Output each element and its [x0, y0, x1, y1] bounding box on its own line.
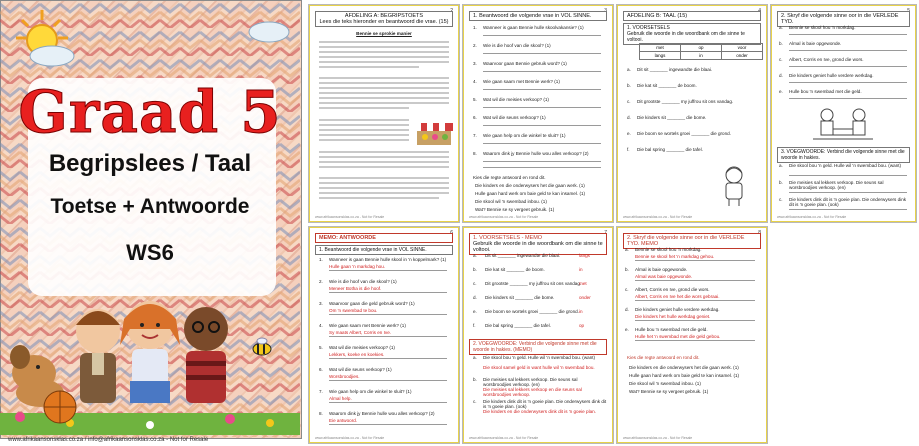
question-number: b.	[473, 267, 477, 272]
subsection-header: 1. VOORSETSELS Gebruik die woorde in die woordbank om die sinne te voltooi.	[623, 23, 761, 45]
question-number: e.	[473, 309, 477, 314]
question-number: a.	[473, 253, 477, 258]
word-bank-word: onder	[722, 52, 763, 60]
question-text: Die kat sit _______ de boom.	[485, 267, 545, 272]
question-number: e.	[779, 89, 783, 94]
extra-item: Die skool wil 'n swembad inbou. (1)	[475, 199, 547, 204]
question-text: Wat wil die seuns verkoop? (1)	[483, 115, 546, 120]
question-number: 8.	[473, 151, 477, 156]
question-text: Die bal spring _______ die tafel.	[485, 323, 551, 328]
question-number: 6.	[319, 367, 323, 372]
answer-line	[635, 260, 755, 261]
memo-answer: Die meisies sal lekkers verkoop en die seuns sal worsbroodjies verkoop.	[483, 387, 582, 397]
question-text: Die kinders sit _______ die bome.	[637, 115, 707, 120]
question-text: Hulle bou 'n swembad met die geld.	[789, 89, 862, 94]
answer-line	[329, 424, 447, 425]
question-number: 3.	[319, 301, 323, 306]
sun-icon	[8, 8, 78, 70]
question-number: f.	[627, 147, 630, 152]
page-footer: www.afrikaansonsklas.co.za - Not for Resale	[315, 436, 385, 440]
page-number: 7	[604, 230, 607, 236]
page-number: 2	[450, 8, 453, 14]
question-text: Die kinders dink dit is 'n goeie plan. Die onderwysers dink dit is 'n goeie plan. (ook)	[483, 399, 607, 409]
memo-answer: in	[579, 309, 583, 314]
question-text: Die bal spring _______ die tafel.	[637, 147, 703, 152]
extra-item: Hulle gaan hard werk om baie geld te kan insamel. (1)	[629, 373, 740, 378]
answer-line	[483, 89, 601, 90]
question-number: b.	[779, 41, 783, 46]
memo-answer: Hulle gaan 'n markdag hou.	[329, 264, 386, 269]
memo-answer: Sy maats Albert, Corris en Ive.	[329, 330, 392, 335]
question-number: 4.	[319, 323, 323, 328]
question-text: Wat wil die meisies verkoop? (1)	[329, 345, 395, 350]
question-text: Waarvoor gaan die geld gebruik word? (1)	[329, 301, 415, 306]
memo-answer: met	[579, 281, 587, 286]
answer-line	[329, 336, 447, 337]
question-text: Wie gaan help om die winkel te sluit? (1)	[329, 389, 412, 394]
memo-answer: Die skool samel geld in want hulle wil 'n swembad bou.	[483, 365, 595, 370]
cover-grade-title: Graad 5	[18, 78, 282, 146]
memo-answer: Om 'n swembad te bou.	[329, 308, 378, 313]
question-number: 1.	[473, 25, 477, 30]
question-number: a.	[627, 67, 631, 72]
answer-line	[483, 143, 601, 144]
section-header: 1. Beantwoord die volgende vrae in VOL SINNE.	[469, 11, 607, 21]
page-footer: www.afrikaansonsklas.co.za - Not for Resale	[623, 436, 693, 440]
page-number: 5	[907, 8, 910, 14]
answer-line	[635, 280, 755, 281]
question-text: Wanneer is gaan Bennie hulle skoolvakansie? (1)	[483, 25, 584, 30]
answer-line	[329, 292, 447, 293]
question-number: d.	[779, 73, 783, 78]
page-number: 8	[758, 230, 761, 236]
question-text: Die skool bou 'n geld. Hulle wil 'n swembad bou. (want)	[483, 355, 596, 360]
answer-line	[483, 167, 601, 168]
memo-header: 1. VOORSETSELS - MEMO Gebruik die woorde in die woordbank om die sinne te voltooi.	[469, 233, 607, 255]
question-text: Almal is baie opgewonde.	[635, 267, 688, 272]
memo-answer: Lekkers, koeke en koekies.	[329, 352, 385, 357]
section-header: 2. Skryf die volgende sinne oor in die VERLEDE TYD.	[777, 11, 910, 27]
question-number: 8.	[319, 411, 323, 416]
answer-line	[789, 66, 907, 67]
question-number: a.	[779, 25, 783, 30]
question-number: b.	[625, 267, 629, 272]
cover-subtitle: Begripslees / Taal	[48, 150, 252, 177]
answer-line	[635, 300, 755, 301]
memo-answer: Hulle het 'n swembad met die geld gebou.	[635, 334, 721, 339]
question-text: Die boom se wortels groei _______ die grond.	[637, 131, 731, 136]
memo-answer: Almal help.	[329, 396, 352, 401]
question-text: Die kinders geniet hulle verdere werkdag.	[635, 307, 720, 312]
question-text: Wie is die hoof van die skool? (1)	[329, 279, 397, 284]
question-number: f.	[473, 323, 476, 328]
question-text: Waarom dink jy Bennie hulle wou alles verkoop? (2)	[483, 151, 589, 156]
word-bank-word: voor	[722, 44, 763, 52]
girl-illustration	[717, 165, 751, 207]
question-number: d.	[473, 295, 477, 300]
question-text: Waarvoor gaan Bennie gebruik word? (1)	[483, 61, 567, 66]
memo-answer: op	[579, 323, 585, 328]
question-text: Almal is baie opgewonde.	[789, 41, 842, 46]
question-text: Wie gaan help om die winkel te sluit? (1)	[483, 133, 566, 138]
section-header: AFDELING A: BEGRIPSTOETS Lees die teks hieronder en beantwoord die vrae. (15)	[315, 11, 453, 27]
question-text: Albert, Corris en Ive, grond die wors.	[789, 57, 864, 62]
page-footer: www.afrikaansonsklas.co.za - Not for Resale	[623, 215, 693, 219]
page-number: 4	[758, 8, 761, 14]
cover-code: WS6	[126, 240, 174, 265]
memo-answer: Worsbroodjies.	[329, 374, 360, 379]
question-number: 2.	[319, 279, 323, 284]
memo-answer: Almal was baie opgewonde.	[635, 274, 693, 279]
memo-answer: langs	[579, 253, 590, 258]
page-number: 6	[450, 230, 453, 236]
question-number: b.	[779, 180, 783, 185]
question-text: Waarom dink jy Bennie hulle wou alles verkoop? (2)	[329, 411, 435, 416]
cover-credit: www.afrikaansonsklas.co.za / info@afrikaansonsklas.co.za - Not for Resale	[8, 437, 209, 443]
question-text: Bennie se skool hou 'n morkdag.	[635, 247, 702, 252]
page-footer: www.afrikaansonsklas.co.za - Not for Resale	[315, 215, 385, 219]
page-footer: www.afrikaansonsklas.co.za - Not for Resale	[777, 215, 847, 219]
question-number: a.	[625, 247, 629, 252]
question-text: Die meisies sal lekkers verkoop. Die seuns sal worsbroodjies verkoop. (en)	[789, 180, 884, 190]
answer-line	[483, 161, 601, 162]
question-text: Die kinders dink dit is 'n goeie plan. Die onderwysers dink dit is 'n goeie plan. (ook)	[789, 197, 907, 207]
question-number: a.	[779, 163, 783, 168]
extra-header: Kies die regte antwoord en rond dit.	[627, 355, 700, 360]
question-text: Die kinders sit _______ die bome.	[485, 295, 555, 300]
memo-answer: Die kinders het hulle werkdag geniet.	[635, 314, 711, 319]
page-6-memo	[308, 226, 460, 444]
question-text: Wat wil die seuns verkoop? (1)	[329, 367, 392, 372]
answer-line	[329, 270, 447, 271]
answer-line	[789, 192, 907, 193]
question-number: 1.	[319, 257, 323, 262]
question-text: Bennie se skool hou 'n morkdag.	[789, 25, 856, 30]
subsection-header: 1. Beantwoord die volgende vrae in VOL SINNE.	[315, 245, 453, 255]
answer-line	[789, 34, 907, 35]
page-number: 3	[604, 8, 607, 14]
question-number: c.	[625, 287, 629, 292]
question-number: e.	[627, 131, 631, 136]
extra-item: Die kinders en die onderwysers het die gaan werk. (1)	[629, 365, 739, 370]
question-text: Wanneer is gaan Bennie hulle skool in 'n koppelmark? (1)	[329, 257, 447, 262]
answer-line	[483, 107, 601, 108]
word-bank-row	[640, 52, 763, 60]
question-text: Die boom se wortels groei _______ die grond.	[485, 309, 579, 314]
question-number: 7.	[473, 133, 477, 138]
question-number: 7.	[319, 389, 323, 394]
word-bank-row	[640, 44, 763, 52]
question-number: 2.	[473, 43, 477, 48]
extra-item: Die skool wil 'n swembad inbou. (1)	[629, 381, 701, 386]
answer-line	[789, 50, 907, 51]
subsection-header: 3. VOEGWOORDE: Verbind die volgende sinne met die woorde in hakies.	[777, 147, 910, 163]
memo-answer: Albert, Corris en Ive het die wors gebraai.	[635, 294, 720, 299]
answer-line	[483, 53, 601, 54]
question-text: Dit grootste _______ my juffrou sit ons vandag.	[637, 99, 734, 104]
answer-line	[483, 35, 601, 36]
answer-line	[329, 380, 447, 381]
question-text: Albert, Corris en Ive, grond die wors.	[635, 287, 710, 292]
extra-item: Wat? Bennie se sy vergeet gebruik. (1)	[475, 207, 555, 212]
question-number: 5.	[473, 97, 477, 102]
question-text: Wie gaan saam met Bennie werk? (1)	[329, 323, 406, 328]
memo-header: 2. Skryf die volgende sinne oor in die VERLEDE TYD. MEMO	[623, 233, 761, 249]
answer-line	[635, 320, 755, 321]
word-bank-word: op	[681, 44, 722, 52]
page-2-reading-text	[308, 4, 460, 223]
question-number: 5.	[319, 345, 323, 350]
section-header: AFDELING B: TAAL (15)	[623, 11, 761, 21]
kids-illustration	[0, 285, 300, 435]
question-number: c.	[779, 57, 783, 62]
question-number: c.	[473, 399, 477, 404]
question-text: Die kat sit _______ de boom.	[637, 83, 697, 88]
question-number: 6.	[473, 115, 477, 120]
market-stall-illustration	[413, 113, 455, 149]
page-footer: www.afrikaansonsklas.co.za - Not for Resale	[469, 436, 539, 440]
question-text: Wie gaan saam met Bennie werk? (1)	[483, 79, 560, 84]
kids-illustration	[813, 107, 873, 143]
question-text: Wat wil die meisies verkoop? (1)	[483, 97, 549, 102]
question-number: c.	[627, 99, 631, 104]
question-text: Dit sit _______ ingewandte die blaai.	[485, 253, 561, 258]
question-number: a.	[473, 355, 477, 360]
answer-line	[483, 71, 601, 72]
memo-answer: Bennie se skool het 'n markdag gehou.	[635, 254, 715, 259]
question-text: Die meisies sal lekkers verkoop. Die seuns sal worsbroodjies verkoop. (en)	[483, 377, 578, 387]
extra-item: Wat? Bennie se sy vergeet gebruik. (1)	[629, 389, 709, 394]
answer-line	[789, 175, 907, 176]
answer-line	[789, 82, 907, 83]
answer-line	[483, 125, 601, 126]
question-number: b.	[627, 83, 631, 88]
memo-header: MEMO: ANTWOORDE	[315, 233, 453, 243]
word-bank-table	[639, 43, 763, 60]
extra-header: Kies die regte antwoord en rond dit.	[473, 175, 546, 180]
answer-line	[789, 209, 907, 210]
page-footer: www.afrikaansonsklas.co.za - Not for Resale	[469, 215, 539, 219]
story-title: Bennie se sprokie manier	[356, 31, 412, 36]
question-text: Die skool bou 'n geld. Hulle wil 'n swembad bou. (want)	[789, 163, 902, 168]
question-number: e.	[625, 327, 629, 332]
memo-answer: onder	[579, 295, 591, 300]
memo-answer: Eie antwoord.	[329, 418, 358, 423]
question-text: Dit sit _______ ingewandte die blaai.	[637, 67, 713, 72]
cloud-icon	[245, 16, 293, 44]
extra-item: Die kinders en die onderwysers het die gaan werk. (1)	[475, 183, 585, 188]
memo-answer: Die kinders en die onderwysers dink dit is 'n goeie plan.	[483, 409, 596, 414]
page-4-language	[616, 4, 768, 223]
subsection-header: 2. VOEGWOORDE: Verbind die volgende sinne met die woorde in hakies. (MEMO)	[469, 339, 607, 355]
page-8-memo	[616, 226, 768, 444]
question-text: Wie is die hoof van die skool? (1)	[483, 43, 551, 48]
question-number: 4.	[473, 79, 477, 84]
cover-page	[0, 0, 302, 443]
extra-item: Hulle gaan hard werk om baie geld te kan insamel. (1)	[475, 191, 586, 196]
word-bank-word: in	[681, 52, 722, 60]
memo-answer: Meneer Botha is die hoof.	[329, 286, 382, 291]
question-number: b.	[473, 377, 477, 382]
question-number: d.	[625, 307, 629, 312]
answer-line	[789, 98, 907, 99]
answer-line	[329, 358, 447, 359]
page-5-past-tense	[770, 4, 917, 223]
answer-line	[329, 314, 447, 315]
question-number: d.	[627, 115, 631, 120]
word-bank-word: met	[640, 44, 681, 52]
answer-line	[635, 340, 755, 341]
word-bank-word: langs	[640, 52, 681, 60]
cover-subtitle-2: Toetse + Antwoorde	[50, 195, 250, 218]
question-text: Dit grootste _______ my juffrou sit ons vandag.	[485, 281, 582, 286]
question-text: Hulle bou 'n swembad met die geld.	[635, 327, 708, 332]
page-7-memo	[462, 226, 614, 444]
question-number: c.	[779, 197, 783, 202]
question-text: Die kinders geniet hulle verdere werkdag.	[789, 73, 874, 78]
question-number: 3.	[473, 61, 477, 66]
page-3-questions	[462, 4, 614, 223]
question-number: c.	[473, 281, 477, 286]
answer-line	[329, 402, 447, 403]
memo-answer: in	[579, 267, 583, 272]
